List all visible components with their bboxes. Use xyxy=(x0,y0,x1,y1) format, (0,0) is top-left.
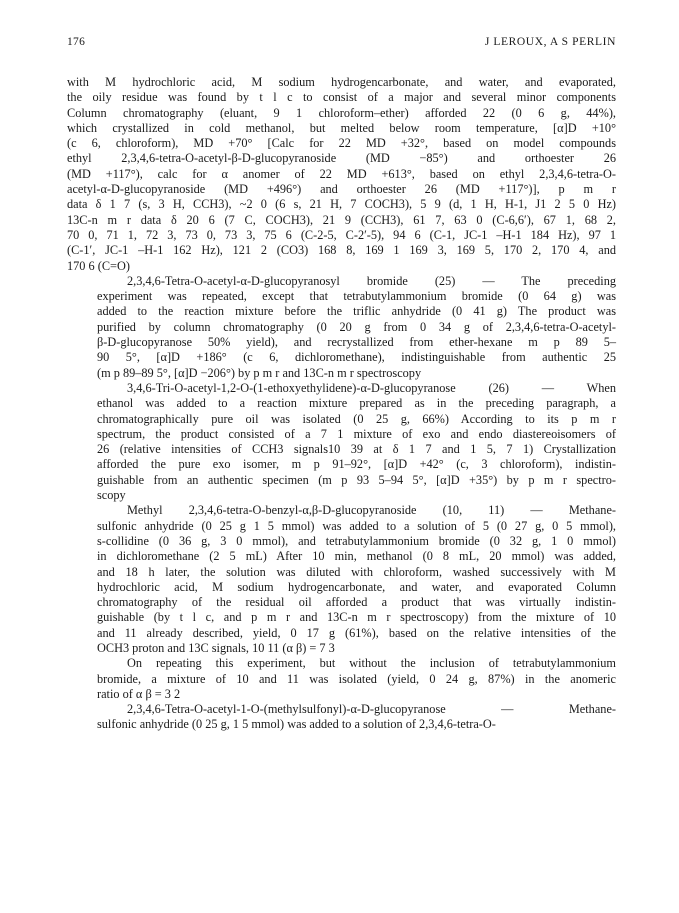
text-line: (MD +117°), calc for α anomer of 22 MD +613°, based on ethyl 2,3,4,6-tetra-O- xyxy=(67,166,616,181)
text-line: chromatography of the residual oil afforded a product that was virtually indistin- xyxy=(97,595,616,610)
text-line: purified by column chromatography (0 20 g from 0 34 g of 2,3,4,6-tetra-O-acetyl- xyxy=(97,319,616,334)
text-line: 170 6 (C=O) xyxy=(67,258,130,273)
text-line: ratio of α β = 3 2 xyxy=(97,686,181,701)
text-line: ethanol was added to a reaction mixture prepared as in the preceding paragraph, a xyxy=(97,396,616,411)
text-line: β-D-glucopyranose 50% yield), and recrystallized from ether-hexane m p 89 5– xyxy=(97,335,616,350)
text-line: Methyl 2,3,4,6-tetra-O-benzyl-α,β-D-glucopyranoside (10, 11) — Methane- xyxy=(127,503,616,518)
text-line: sulfonic anhydride (0 25 g 1 5 mmol) was added to a solution of 5 (0 27 g, 0 5 mmol), xyxy=(97,518,616,533)
text-line: OCH3 proton and 13C signals, 10 11 (α β) = 7 3 xyxy=(97,640,335,655)
paragraph xyxy=(67,75,616,274)
text-line: bromide, a mixture of 10 and 11 was isolated (yield, 0 24 g, 87%) in the anomeric xyxy=(97,671,616,686)
text-line: in dichloromethane (2 5 mL) After 10 min, methanol (0 8 mL, 20 mmol) was added, xyxy=(97,549,616,564)
text-line: 2,3,4,6-Tetra-O-acetyl-α-D-glucopyranosyl bromide (25) — The preceding xyxy=(127,273,616,288)
paragraph xyxy=(67,702,616,733)
text-line: s-collidine (0 36 g, 3 0 mmol), and tetrabutylammonium bromide (0 32 g, 1 0 mmol) xyxy=(97,533,616,548)
paragraph xyxy=(67,656,616,702)
text-line: 3,4,6-Tri-O-acetyl-1,2-O-(1-ethoxyethylidene)-α-D-glucopyranose (26) — When xyxy=(127,380,616,395)
paragraph xyxy=(67,274,616,381)
running-title: J LEROUX, A S PERLIN xyxy=(484,36,616,48)
text-line: 26 (relative intensities of CCH3 signals10 39 at δ 1 7 and 1 5, 7 1) Crystallization xyxy=(97,442,616,457)
paragraph xyxy=(67,503,616,656)
page-header xyxy=(67,36,616,48)
text-line: (m p 89–89 5°, [α]D −206°) by p m r and 13C-n m r spectroscopy xyxy=(97,365,422,380)
text-line: data δ 1 7 (s, 3 H, CCH3), ~2 0 (6 s, 21 H, 7 COCH3), 5 9 (d, 1 H, H-1, J1 2 5 0 Hz) xyxy=(67,197,616,212)
text-line: and 11 already described, yield, 0 17 g (61%), based on the relative intensities of the xyxy=(97,625,616,640)
text-line: hydrochloric acid, M sodium hydrogencarbonate, and water, and evaporated Column xyxy=(97,579,616,594)
text-line: scopy xyxy=(97,488,126,503)
text-line: 70 0, 71 1, 72 3, 73 0, 73 3, 75 6 (C-2-5, C-2′-5), 94 6 (C-1, JC-1 –H-1 184 Hz), 97 1 xyxy=(67,227,616,242)
text-line: (c 6, chloroform), MD +70° [Calc for 22 MD +32°, based on model compounds xyxy=(67,136,616,151)
text-line: guishable from an authentic specimen (m p 93 5–94 5°, [α]D +35°) by p m r spectro- xyxy=(97,472,616,487)
text-line: (C-1′, JC-1 –H-1 162 Hz), 121 2 (CO3) 168 8, 169 1 169 3, 169 5, 170 2, 170 4, and xyxy=(67,243,616,258)
text-line: and 18 h later, the solution was diluted with chloroform, washed successively with M xyxy=(97,564,616,579)
paragraph xyxy=(67,381,616,503)
text-line: acetyl-α-D-glucopyranoside (MD +496°) and orthoester 26 (MD +117°)], p m r xyxy=(67,182,616,197)
text-line: chromatographically pure oil was isolated (0 25 g, 66%) According to its p m r xyxy=(97,411,616,426)
text-line: afforded the pure exo isomer, m p 91–92°, [α]D +42° (c, 3 chloroform), indistin- xyxy=(97,457,616,472)
page-number: 176 xyxy=(67,36,86,48)
text-line: experiment was repeated, except that tetrabutylammonium bromide (0 64 g) was xyxy=(97,289,616,304)
text-line: 90 5°, [α]D +186° (c 6, dichloromethane), indistinguishable from authentic 25 xyxy=(97,350,616,365)
text-line: sulfonic anhydride (0 25 g, 1 5 mmol) was added to a solution of 2,3,4,6-tetra-O- xyxy=(97,717,496,732)
text-line: added to the reaction mixture before the triflic anhydride (0 41 g) The product was xyxy=(97,304,616,319)
text-line: with M hydrochloric acid, M sodium hydrogencarbonate, and water, and evaporated, xyxy=(67,75,616,89)
text-line: 2,3,4,6-Tetra-O-acetyl-1-O-(methylsulfonyl)-α-D-glucopyranose — Methane- xyxy=(127,702,616,717)
text-line: Column chromatography (eluant, 9 1 chloroform–ether) afforded 22 (0 6 g, 44%), xyxy=(67,105,616,120)
text-line: 13C-n m r data δ 20 6 (7 C, COCH3), 21 9 (CCH3), 61 7, 63 0 (C-6,6′), 67 1, 68 2, xyxy=(67,212,616,227)
text-line: ethyl 2,3,4,6-tetra-O-acetyl-β-D-glucopyranoside (MD −85°) and orthoester 26 xyxy=(67,151,616,166)
text-line: the oily residue was found by t l c to consist of a major and several minor components xyxy=(67,90,616,105)
text-line: spectrum, the product consisted of a 7 1 mixture of exo and endo diastereoisomers of xyxy=(97,426,616,441)
text-line: which crystallized in cold methanol, but melted below room temperature, [α]D +10° xyxy=(67,120,616,135)
text-line: guishable (by t l c, and p m r and 13C-n m r spectroscopy) from the mixture of 10 xyxy=(97,610,616,625)
body-text xyxy=(67,75,616,733)
text-line: On repeating this experiment, but without the inclusion of tetrabutylammonium xyxy=(127,656,616,671)
